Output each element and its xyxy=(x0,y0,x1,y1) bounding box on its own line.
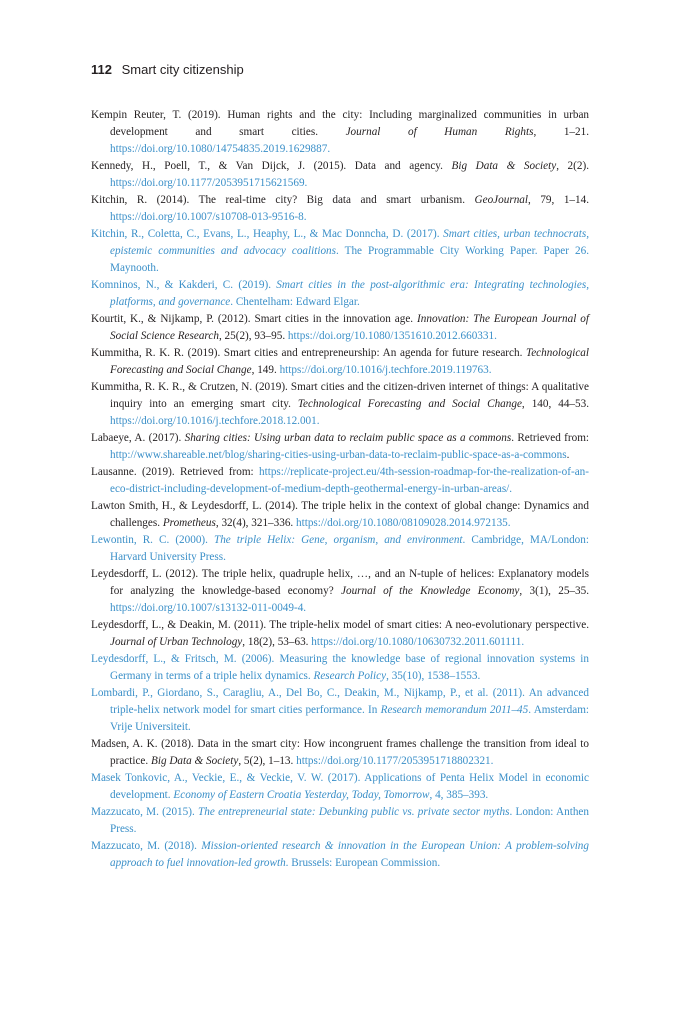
reference-source: Smart cities, urban technocrats, epistemic communities and advocacy coalitions xyxy=(110,228,589,257)
reference-details: . London: Anthen Press. xyxy=(110,806,589,835)
reference-details: . Amsterdam: Vrije Universiteit. xyxy=(110,704,590,733)
reference-details: , 149. xyxy=(251,364,280,376)
page-number: 112 xyxy=(91,62,112,77)
reference-source: Innovation: The European Journal of Social Science Research xyxy=(110,313,589,342)
reference-details: . Brussels: European Commission. xyxy=(285,857,441,869)
reference-entry xyxy=(91,651,589,685)
reference-source: Research Policy xyxy=(313,670,387,682)
reference-details: , 140, 44–53. xyxy=(521,398,590,410)
reference-details: , 5(2), 1–13. xyxy=(238,755,297,767)
reference-source: Technological Forecasting and Social Change xyxy=(297,398,522,410)
reference-entry xyxy=(91,464,589,498)
reference-source: The triple Helix: Gene, organism, and environment xyxy=(213,534,463,546)
reference-link[interactable]: https://replicate-project.eu/4th-session-roadmap-for-the-realization-of-an-eco-district-including-development-of-medium-depth-geothermal-energy-in-urban-areas/. xyxy=(110,466,589,495)
reference-entry xyxy=(91,532,589,566)
reference-entry xyxy=(91,226,589,277)
reference-details: , 35(10), 1538–1553. xyxy=(386,670,481,682)
reference-text: Madsen, A. K. (2018). Data in the smart city: How incongruent frames challenge the transition from ideal to practice. xyxy=(91,738,589,767)
reference-link[interactable]: https://doi.org/10.1016/j.techfore.2018.12.001. xyxy=(110,415,320,427)
reference-source: Journal of Human Rights xyxy=(345,126,534,138)
reference-details: , 2(2). xyxy=(556,160,589,172)
reference-entry xyxy=(91,566,589,617)
reference-text: Mazzucato, M. (2015). xyxy=(91,806,199,818)
reference-entry xyxy=(91,838,589,872)
reference-details: . Cambridge, MA/London: Harvard University Press. xyxy=(110,534,589,563)
reference-entry xyxy=(91,685,589,736)
reference-details: , 79, 1–14. xyxy=(528,194,590,206)
reference-text: Masek Tonkovic, A., Veckie, E., & Veckie, V. W. (2017). Applications of Penta Helix Model in economic development. xyxy=(91,772,589,801)
reference-link[interactable]: https://doi.org/10.1007/s13132-011-0049-4. xyxy=(110,602,307,614)
running-head xyxy=(91,62,244,77)
reference-source: The entrepreneurial state: Debunking public vs. private sector myths xyxy=(198,806,510,818)
reference-text: Lewontin, R. C. (2000). xyxy=(91,534,214,546)
reference-text: Lawton Smith, H., & Leydesdorff, L. (2014). The triple helix in the context of global change: Dynamics and challenges. xyxy=(91,500,589,529)
reference-text: Kempin Reuter, T. (2019). Human rights and the city: Including marginalized communities in urban development and smart cities. xyxy=(91,109,589,138)
reference-link[interactable]: https://doi.org/10.1007/s10708-013-9516-8. xyxy=(110,211,307,223)
reference-details: , 1–21. xyxy=(533,126,590,138)
reference-list xyxy=(91,107,589,872)
reference-entry xyxy=(91,379,589,430)
reference-link[interactable]: https://doi.org/10.1016/j.techfore.2019.119763. xyxy=(279,364,492,376)
reference-details: , 32(4), 321–336. xyxy=(215,517,297,529)
reference-text: Kourtit, K., & Nijkamp, P. (2012). Smart cities in the innovation age. xyxy=(91,313,418,325)
reference-entry xyxy=(91,770,589,804)
reference-link[interactable]: https://doi.org/10.1080/14754835.2019.1629887. xyxy=(110,143,331,155)
reference-text: Lausanne. (2019). Retrieved from: xyxy=(91,466,260,478)
reference-details: . Retrieved from: xyxy=(511,432,590,444)
reference-entry xyxy=(91,430,589,464)
reference-source: GeoJournal xyxy=(474,194,528,206)
reference-text: Kennedy, H., Poell, T., & Van Dijck, J. (2015). Data and agency. xyxy=(91,160,452,172)
reference-link[interactable]: http://www.shareable.net/blog/sharing-cities-using-urban-data-to-reclaim-public-space-as-a-commons xyxy=(110,449,567,461)
reference-details: . Chentelham: Edward Elgar. xyxy=(230,296,360,308)
reference-entry xyxy=(91,617,589,651)
reference-source: Mission-oriented research & innovation in the European Union: A problem-solving approach to fuel innovation-led growth xyxy=(110,840,589,869)
reference-entry xyxy=(91,311,589,345)
reference-source: Smart cities in the post-algorithmic era: Integrating technologies, platforms, and governance xyxy=(110,279,589,308)
reference-details: , 18(2), 53–63. xyxy=(242,636,312,648)
reference-details: . The Programmable City Working Paper. Paper 26. Maynooth. xyxy=(110,245,589,274)
reference-text: Leydesdorff, L., & Deakin, M. (2011). The triple-helix model of smart cities: A neo-evolutionary perspective. xyxy=(91,619,589,631)
reference-link[interactable]: https://doi.org/10.1177/2053951715621569. xyxy=(110,177,308,189)
reference-source: Sharing cities: Using urban data to reclaim public space as a commons xyxy=(184,432,512,444)
reference-entry xyxy=(91,345,589,379)
reference-source: Research memorandum 2011–45 xyxy=(380,704,529,716)
reference-link[interactable]: https://doi.org/10.1080/10630732.2011.601111. xyxy=(311,636,525,648)
reference-entry xyxy=(91,736,589,770)
reference-text: Kitchin, R. (2014). The real-time city? Big data and smart urbanism. xyxy=(91,194,475,206)
reference-link[interactable]: https://doi.org/10.1080/1351610.2012.660331. xyxy=(287,330,497,342)
reference-source: Journal of the Knowledge Economy xyxy=(341,585,520,597)
running-title: Smart city citizenship xyxy=(121,62,244,77)
reference-link[interactable]: https://doi.org/10.1177/2053951718802321. xyxy=(296,755,494,767)
reference-entry xyxy=(91,277,589,311)
reference-entry xyxy=(91,158,589,192)
reference-details: , 3(1), 25–35. xyxy=(519,585,590,597)
reference-entry xyxy=(91,192,589,226)
reference-text: Kitchin, R., Coletta, C., Evans, L., Heaphy, L., & Mac Donncha, D. (2017). xyxy=(91,228,444,240)
reference-text: Lombardi, P., Giordano, S., Caragliu, A., Del Bo, C., Deakin, M., Nijkamp, P., et al. (2011). An advanced triple-helix network model for smart cities performance. In xyxy=(91,687,589,716)
reference-entry xyxy=(91,107,589,158)
reference-details: , 25(2), 93–95. xyxy=(218,330,288,342)
reference-text: Komninos, N., & Kakderi, C. (2019). xyxy=(91,279,277,291)
reference-entry xyxy=(91,804,589,838)
reference-link[interactable]: https://doi.org/10.1080/08109028.2014.972135. xyxy=(296,517,511,529)
reference-text: Leydesdorff, L. (2012). The triple helix, quadruple helix, …, and an N-tuple of helices: Explanatory models for analyzing the knowledge-based economy? xyxy=(91,568,589,597)
reference-source: Big Data & Society xyxy=(151,755,239,767)
reference-text: Labaeye, A. (2017). xyxy=(91,432,185,444)
reference-source: Economy of Eastern Croatia Yesterday, Today, Tomorrow xyxy=(173,789,430,801)
reference-details: , 4, 385–393. xyxy=(429,789,489,801)
reference-text: Leydesdorff, L., & Fritsch, M. (2006). Measuring the knowledge base of regional innovation systems in Germany in terms of a triple helix dynamics. xyxy=(91,653,589,682)
reference-text: Kummitha, R. K. R. (2019). Smart cities and entrepreneurship: An agenda for future research. xyxy=(91,347,527,359)
reference-source: Big Data & Society xyxy=(451,160,557,172)
reference-source: Journal of Urban Technology xyxy=(110,636,243,648)
reference-end: . xyxy=(566,449,570,461)
reference-text: Kummitha, R. K. R., & Crutzen, N. (2019). Smart cities and the citizen-driven internet of things: A qualitative inquiry into an emerging smart city. xyxy=(91,381,589,410)
reference-source: Prometheus xyxy=(162,517,216,529)
reference-source: Technological Forecasting and Social Change xyxy=(110,347,589,376)
reference-text: Mazzucato, M. (2018). xyxy=(91,840,202,852)
reference-entry xyxy=(91,498,589,532)
